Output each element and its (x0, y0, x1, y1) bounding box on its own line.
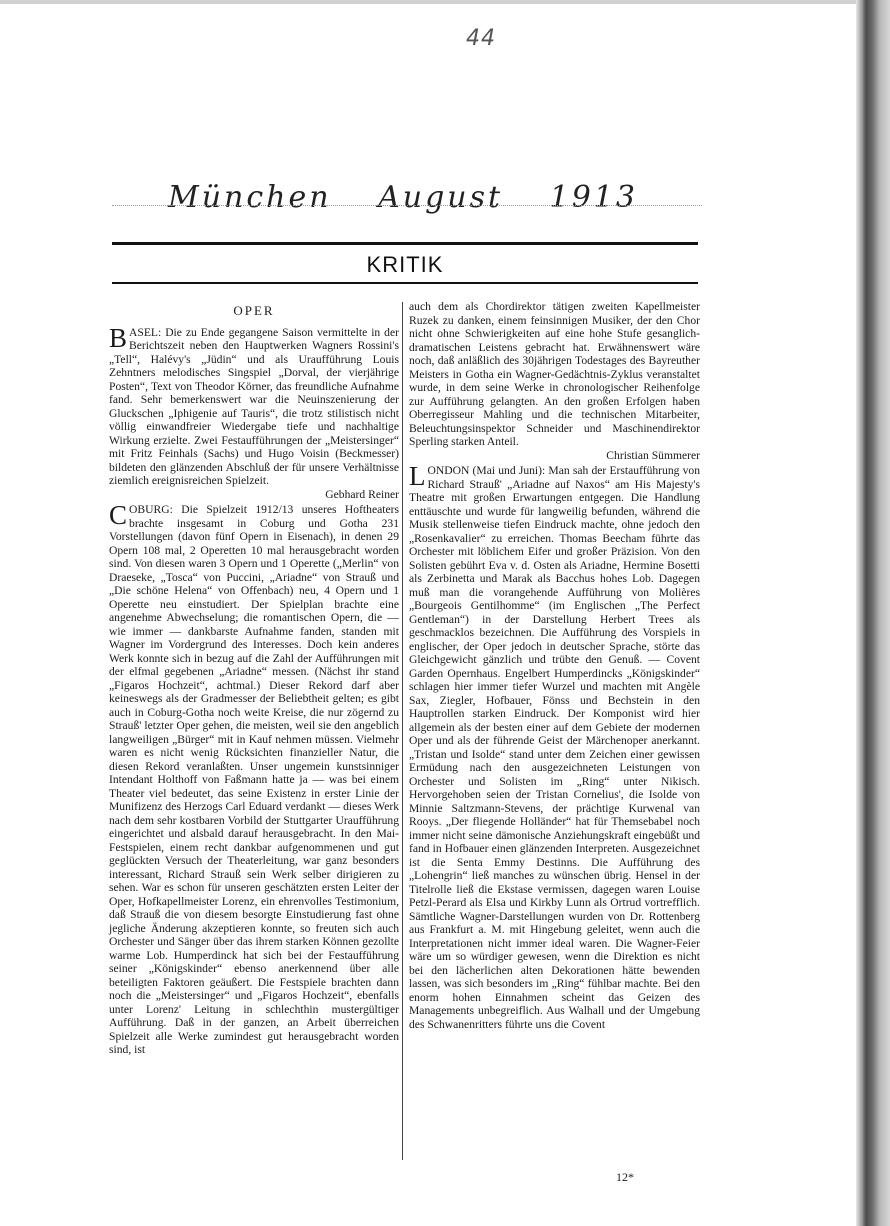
header-rule-bottom (112, 282, 698, 284)
right-column (409, 300, 700, 1031)
dropcap-basel: B (109, 322, 128, 353)
handwriting-guideline (112, 205, 702, 206)
header-rule-top (112, 242, 698, 245)
handwritten-city: München (168, 180, 332, 215)
article-coburg (109, 500, 399, 1057)
author-signature-coburg: Christian Sümmerer (606, 448, 700, 462)
handwritten-source-note (168, 180, 638, 215)
article-coburg-text (109, 500, 399, 1057)
article-basel-text (109, 322, 399, 488)
handwritten-month: August (378, 180, 504, 215)
article-basel (109, 322, 399, 502)
author-signature-basel: Gebhard Reiner (325, 487, 399, 501)
basel-body: ASEL: Die zu Ende gegangene Saison vermittelte in der Berichtszeit neben den Hauptwerken Wagners Rossini's „Tell“, Halévy's „Jüdin“ und als Uraufführung Louis Zehntners melodisches Singspiel „Dorval, der vierjährige Posten“, Text von Theodor Körner, das freundliche Aufnahme fand. Sehr bemerkenswert war die Neuinszenierung der Gluckschen „Iphigenie auf Tauris“, die trotz stilistisch nicht völlig einwandfreier Wiedergabe tiefe und nachhaltige Wirkung erzielte. Zwei Festaufführungen der „Meistersinger“ mit Fritz Feinhals (Sachs) und Hugo Voisin (Beckmesser) bildeten den glänzenden Abschluß der für unsere Verhältnisse ziemlich ereignisreichen Spielzeit. (109, 325, 399, 487)
london-body: ONDON (Mai und Juni): Man sah der Erstaufführung von Richard Strauß' „Ariadne auf Naxos“ am His Majesty's Theatre mit großen Erwartungen entgegen. Die Handlung enttäuschte und wurde für langweilig befunden, während die Musik stellenweise tiefen Eindruck machte, ohne jedoch den „Rosenkavalier“ zu erreichen. Thomas Beecham führte das Orchester mit löblichem Eifer und großer Präzision. Von den Solisten gebührt Eva v. d. Osten als Ariadne, Hermine Bosetti als Zerbinetta und Marak als Bacchus hohes Lob. Dagegen muß man die vorangehende Aufführung von Molières „Bourgeois Gentilhomme“ (im Englischen „The Perfect Gentleman“) in der Darstellung Herbert Trees als geschmacklos bezeichnen. Die Aufführung des Vorspiels in englischer, der Oper jedoch in deutscher Sprache, störte das Gleichgewicht gänzlich und trübte den Genuß. — Covent Garden Opernhaus. Engelbert Humperdincks „Königskinder“ schlagen hier immer tiefer Wurzel und machten mit Angèle Sax, Ziegler, Hofbauer, Fönss und Bechstein in den Hauptrollen starken Eindruck. Der Komponist wird hier allgemein als der besten einer auf dem Gebiete der modernen Oper und als der führende Geist der Märchenoper anerkannt. „Tristan und Isolde“ stand unter dem Zeichen einer gewissen Ermüdung nach den ausgezeichneten Leistungen von Orchester und Solisten im „Ring“ unter Nikisch. Hervorgehoben seien der Tristan Cornelius', die Isolde von Minnie Saltzmann-Stevens, der prächtige Kurwenal van Rooys. „Der fliegende Holländer“ hat für Themsebabel noch immer nicht seine dämonische Anziehungskraft eingebüßt und fand in Hofbauer einen glänzenden Interpreten. Ausgezeichnet ist die Senta Emmy Destinns. Die Aufführung des „Lohengrin“ ließ manches zu wünschen übrig. Hensel in der Titelrolle ließ die Ekstase vermissen, dagegen waren Louise Petzl-Perard als Elsa und Kirkby Lunn als Ortrud vortrefflich. Sämtliche Wagner-Darstellungen wurden von Dr. Rottenberg aus Frankfurt a. M. mit Hingebung geleitet, wenn auch die Interpretationen nicht immer ideal waren. Die Wagner-Feier wäre um so würdiger gewesen, wenn die Direktion es nicht bei den lächerlichen alten Dekorationen hätte bewenden lassen, was sich besonders im „Ring“ fühlbar machte. Bei den enorm hohen Einnahmen scheint das Geizen des Managements unbegreiflich. Aus Walhall und der Umgebung des Schwanenritters führte uns die Covent (409, 464, 700, 1031)
dropcap-london: L (409, 461, 426, 491)
section-title: OPER (233, 303, 275, 318)
coburg-body: OBURG: Die Spielzeit 1912/13 unseres Hoftheaters brachte insgesamt in Coburg und Gotha 231 Vorstellungen (davon fünf Opern in Eisenach), in denen 29 Opern 108 mal, 2 Operetten 10 mal herausgebracht worden sind. Von diesen waren 3 Opern und 1 Operette („Merlin“ von Draeseke, „Tosca“ von Puccini, „Ariadne“ von Strauß und „Die schöne Helena“ von Offenbach) neu, 4 Opern und 1 Operette neu einstudiert. Der Spielplan brachte eine angenehme Abwechselung; die romantischen Opern, die — wie immer — dankbarste Aufnahme fanden, standen mit Wagner im Vordergrund des Interesses. Doch kein anderes Werk konnte sich in bezug auf die Zahl der Aufführungen mit der elfmal gegebenen „Ariadne“ messen. (Nächst ihr stand „Figaros Hochzeit“, achtmal.) Dieser Rekord darf aber keineswegs als der Gradmesser der Beliebtheit gelten; es gibt auch in Coburg-Gotha noch weite Kreise, die nur zögernd zu Strauß' letzter Oper gehen, die meisten, weil sie den angeblich langweiligen „Bürger“ mit in Kauf nehmen müssen. Vielmehr waren es nicht wenig Rücksichten finanzieller Natur, die diesen Rekord veranlaßten. Unser ungemein kunstsinniger Intendant Holthoff von Faßmann hatte ja — was bei einem Theater viel bedeutet, das seine Existenz in erster Linie der Munifizenz des Herzogs Carl Eduard verdankt — dieses Werk nach dem sehr kostbaren Vorbild der Stuttgarter Uraufführung eingerichtet und alsbald darauf herausgebracht. In den Mai-Festspielen, einem recht dankbar aufgenommenen und gut geglückten Versuch der Theaterleitung, war ganz besonders interessant, Richard Strauß sein Werk selber dirigieren zu sehen. War es schon für unseren geschätzten ersten Leiter der Oper, Hofkapellmeister Lorenz, ein ehrenvolles Testimonium, daß Strauß die von diesem besorgte Einstudierung fast ohne jegliche Änderung akzeptieren konnte, so freuten sich auch Orchester und Sänger über das ihrem starken Können gezollte warme Lob. Humperdinck hat sich bei der Festaufführung seiner „Königskinder“ ebenso anerkennend über alle beteiligten Faktoren geäußert. Die Festspiele brachten dann noch die „Meistersinger“ und „Figaros Hochzeit“, ebenfalls unter Lorenz' Leitung in schlechthin mustergültiger Aufführung. Daß in der ganzen, an Arbeit überreichen Spielzeit alle Werke zumindest gut herausgebracht worden sind, ist (109, 503, 399, 1056)
scan-top-edge (0, 0, 856, 4)
column-divider (402, 302, 403, 1160)
page-title: KRITIK (366, 252, 444, 277)
article-london (409, 461, 700, 1031)
left-column (109, 300, 399, 1057)
article-london-text (409, 461, 700, 1031)
dropcap-coburg: C (109, 500, 128, 530)
scan-binding-edge (856, 0, 890, 1226)
handwritten-page-number: 44 (466, 26, 496, 51)
printer-signature-mark: 12* (616, 1170, 634, 1184)
coburg-continued: auch dem als Chordirektor tätigen zweiten Kapellmeister Ruzek zu danken, einem feinsinnigen Musiker, der den Chor nicht ohne Schwierigkeiten auf eine hohe Stufe gesanglich-dramatischen Leistens gebracht hat. Erwähnenswert wäre noch, daß anläßlich des 30jährigen Todestages des Bayreuther Meisters in Gotha ein Wagner-Gedächtnis-Zyklus veranstaltet wurde, in dem seine Werke in chronologischer Reihenfolge zur Aufführung gelangten. An den großen Erfolgen haben Oberregisseur Mahling und die technischen Mitarbeiter, Beleuchtungsinspektor Schneider und Maschinendirektor Sperling starken Anteil. (409, 300, 700, 448)
handwritten-year: 1913 (549, 180, 638, 215)
